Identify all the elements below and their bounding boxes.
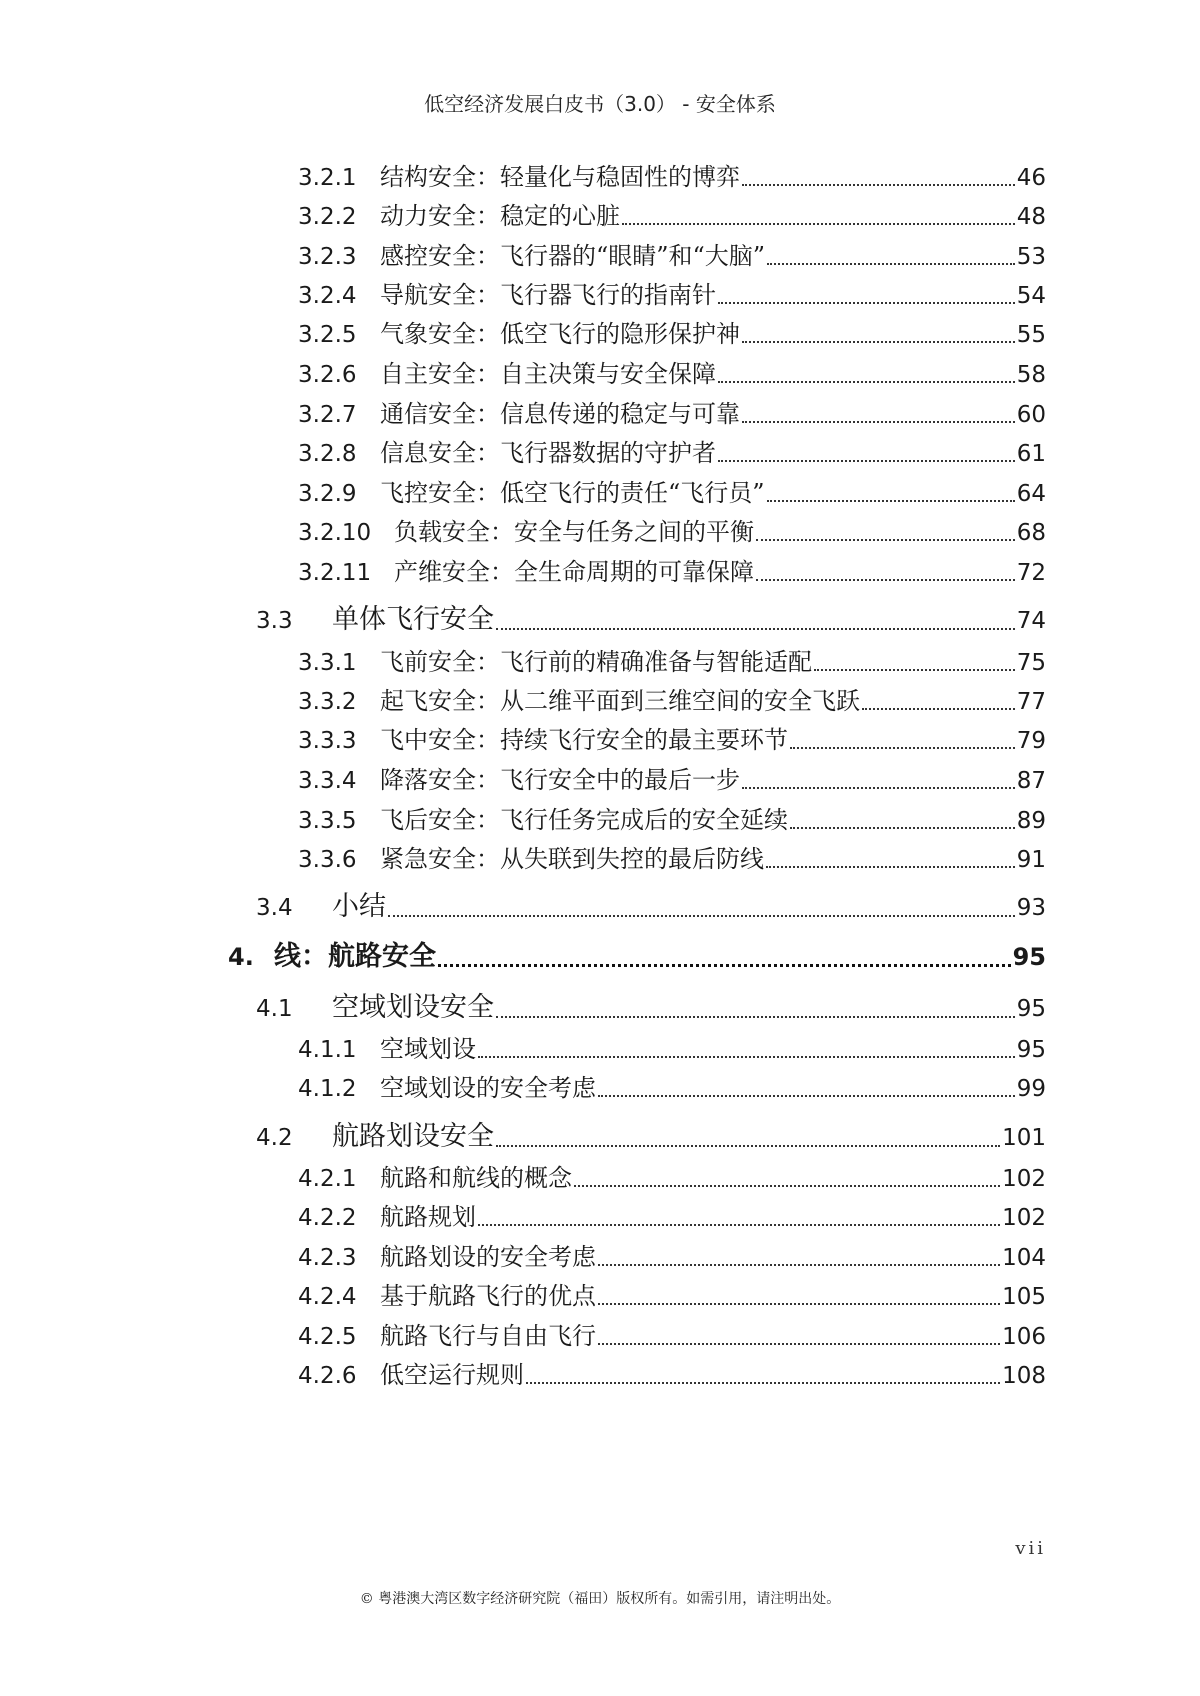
toc-title: 低空运行规则 (380, 1361, 524, 1389)
dot-leader (742, 341, 1015, 343)
toc-title: 小结 (332, 891, 386, 922)
toc-title: 空域划设的安全考虑 (380, 1074, 596, 1102)
toc-page: 99 (1016, 1076, 1046, 1102)
toc-number: 4.2.5 (298, 1324, 357, 1350)
toc-title: 导航安全：飞行器飞行的指南针 (380, 281, 716, 309)
toc-entry-3-2-8[interactable] (298, 433, 1046, 468)
toc-number: 3.2.6 (298, 362, 357, 388)
toc-page: 87 (1016, 768, 1046, 794)
toc-entry-3-3-1[interactable] (298, 642, 1046, 677)
toc-entry-3-2-11[interactable] (298, 552, 1046, 587)
toc-number: 3.2.3 (298, 244, 357, 270)
dot-leader (766, 866, 1015, 868)
toc-number: 4.2.4 (298, 1284, 357, 1310)
toc-number: 3.3.4 (298, 768, 357, 794)
toc-entry-3-3-5[interactable] (298, 800, 1046, 835)
toc-page: 46 (1016, 165, 1046, 191)
toc-page: 104 (1002, 1245, 1046, 1271)
toc-title: 气象安全：低空飞行的隐形保护神 (380, 320, 740, 348)
dot-leader (598, 1095, 1015, 1097)
footer-copyright: © 粤港澳大湾区数字经济研究院（福田）版权所有。如需引用，请注明出处。 (359, 1591, 841, 1607)
toc-number: 3.2.10 (298, 520, 372, 546)
dot-leader (496, 1145, 1000, 1147)
toc-entry-4-1-2[interactable] (298, 1068, 1046, 1103)
toc-page: 61 (1016, 441, 1046, 467)
toc-page: 91 (1016, 847, 1046, 873)
toc-page: 106 (1002, 1324, 1046, 1350)
toc-page: 68 (1016, 520, 1046, 546)
toc-page: 102 (1002, 1166, 1046, 1192)
dot-leader (496, 628, 1015, 630)
toc-number: 4.2.6 (298, 1363, 357, 1389)
toc-title: 产维安全：全生命周期的可靠保障 (394, 558, 754, 586)
toc-title: 感控安全：飞行器的“眼睛”和“大脑” (380, 242, 766, 270)
toc-entry-3-2-10[interactable] (298, 512, 1046, 547)
toc-title: 起飞安全：从二维平面到三维空间的安全飞跃 (380, 687, 860, 715)
toc-title: 负载安全：安全与任务之间的平衡 (394, 518, 754, 546)
toc-page: 55 (1016, 322, 1046, 348)
dot-leader (742, 184, 1015, 186)
toc-number: 3.2.5 (298, 322, 357, 348)
toc-title: 通信安全：信息传递的稳定与可靠 (380, 400, 740, 428)
toc-title: 飞前安全：飞行前的精确准备与智能适配 (380, 648, 812, 676)
toc-entry-3-3[interactable] (256, 597, 1046, 636)
toc-title: 线：航路安全 (274, 941, 436, 972)
page-number: vii (1015, 1538, 1046, 1559)
toc-number: 3.3.5 (298, 808, 357, 834)
dot-leader (574, 1185, 1000, 1187)
toc-number: 3.2.8 (298, 441, 357, 467)
dot-leader (718, 381, 1015, 383)
toc-number: 4.2.1 (298, 1166, 357, 1192)
toc-entry-4-2-5[interactable] (298, 1316, 1046, 1351)
toc-entry-3-3-3[interactable] (298, 720, 1046, 755)
toc-page: 95 (1016, 1037, 1046, 1063)
toc-title: 基于航路飞行的优点 (380, 1282, 596, 1310)
toc-number: 3.2.4 (298, 283, 357, 309)
toc-title: 空域划设安全 (332, 992, 494, 1023)
toc-title: 紧急安全：从失联到失控的最后防线 (380, 845, 764, 873)
toc-entry-3-2-6[interactable] (298, 354, 1046, 389)
toc-entry-4-1-1[interactable] (298, 1029, 1046, 1064)
toc-number: 3.4 (256, 895, 293, 921)
toc-entry-4-2-1[interactable] (298, 1158, 1046, 1193)
dot-leader (496, 1016, 1015, 1018)
dot-leader (598, 1303, 1000, 1305)
toc-number: 3.2.7 (298, 402, 357, 428)
dot-leader (756, 579, 1015, 581)
toc-page: 74 (1016, 608, 1046, 634)
toc-title: 航路划设的安全考虑 (380, 1243, 596, 1271)
dot-leader (526, 1382, 1000, 1384)
toc-page: 108 (1002, 1363, 1046, 1389)
toc-number: 3.2.11 (298, 560, 372, 586)
toc-entry-4-1[interactable] (256, 985, 1046, 1024)
dot-leader (622, 223, 1015, 225)
toc-entry-3-2-1[interactable] (298, 157, 1046, 192)
toc-page: 72 (1016, 560, 1046, 586)
toc-number: 3.3.1 (298, 650, 357, 676)
toc-title: 结构安全：轻量化与稳固性的博弈 (380, 163, 740, 191)
toc-entry-3-2-4[interactable] (298, 275, 1046, 310)
toc-entry-3-2-3[interactable] (298, 236, 1046, 271)
toc-entry-4-2-4[interactable] (298, 1276, 1046, 1311)
dot-leader (718, 460, 1015, 462)
toc-number: 4.1 (256, 996, 293, 1022)
dot-leader (790, 747, 1015, 749)
toc-page: 101 (1002, 1125, 1046, 1151)
toc-title: 动力安全：稳定的心脏 (380, 202, 620, 230)
dot-leader (814, 669, 1015, 671)
dot-leader (478, 1056, 1015, 1058)
toc-entry-3-2-9[interactable] (298, 473, 1046, 508)
dot-leader (790, 827, 1015, 829)
toc-page: 95 (1016, 996, 1046, 1022)
toc-title: 航路规划 (380, 1203, 476, 1231)
toc-entry-3-3-2[interactable] (298, 681, 1046, 716)
dot-leader (598, 1264, 1000, 1266)
toc-number: 3.3.2 (298, 689, 357, 715)
dot-leader (388, 915, 1015, 917)
toc-entry-3-2-7[interactable] (298, 394, 1046, 429)
toc-number: 3.2.1 (298, 165, 357, 191)
toc-number: 3.2.2 (298, 204, 357, 230)
toc-page: 89 (1016, 808, 1046, 834)
toc-entry-4-2-6[interactable] (298, 1355, 1046, 1390)
toc-page: 48 (1016, 204, 1046, 230)
toc-title: 航路划设安全 (332, 1121, 494, 1152)
toc-entry-3-3-4[interactable] (298, 760, 1046, 795)
toc-number: 4.2.2 (298, 1205, 357, 1231)
toc-title: 航路飞行与自由飞行 (380, 1322, 596, 1350)
toc-title: 单体飞行安全 (332, 604, 494, 635)
toc-title: 空域划设 (380, 1035, 476, 1063)
toc-title: 飞控安全：低空飞行的责任“飞行员” (380, 479, 765, 507)
toc-title: 自主安全：自主决策与安全保障 (380, 360, 716, 388)
toc-page: 93 (1016, 895, 1046, 921)
toc-number: 4.1.2 (298, 1076, 357, 1102)
toc-entry-3-4[interactable] (256, 884, 1046, 923)
toc-number: 4.2.3 (298, 1245, 357, 1271)
dot-leader (767, 263, 1015, 265)
toc-page: 95 (1012, 943, 1046, 971)
toc-entry-4-2-2[interactable] (298, 1197, 1046, 1232)
toc-page: 60 (1016, 402, 1046, 428)
toc-page: 75 (1016, 650, 1046, 676)
dot-leader (438, 964, 1011, 967)
dot-leader (862, 708, 1015, 710)
toc-number: 4.2 (256, 1125, 293, 1151)
toc-number: 4. (228, 943, 254, 971)
dot-leader (767, 500, 1015, 502)
toc-number: 4.1.1 (298, 1037, 357, 1063)
toc-title: 飞中安全：持续飞行安全的最主要环节 (380, 726, 788, 754)
toc-title: 航路和航线的概念 (380, 1164, 572, 1192)
toc-entry-4-2-3[interactable] (298, 1237, 1046, 1272)
dot-leader (598, 1343, 1000, 1345)
toc-entry-3-2-2[interactable] (298, 196, 1046, 231)
toc-page: 53 (1016, 244, 1046, 270)
toc-page: 58 (1016, 362, 1046, 388)
dot-leader (478, 1224, 1000, 1226)
toc-page: 102 (1002, 1205, 1046, 1231)
toc-entry-4-2[interactable] (256, 1114, 1046, 1153)
toc-page: 54 (1016, 283, 1046, 309)
toc-page: 64 (1016, 481, 1046, 507)
toc-number: 3.3.3 (298, 728, 357, 754)
page-header: 低空经济发展白皮书（3.0） - 安全体系 (424, 92, 776, 116)
toc-page: 105 (1002, 1284, 1046, 1310)
toc-title: 飞后安全：飞行任务完成后的安全延续 (380, 806, 788, 834)
toc-page: 79 (1016, 728, 1046, 754)
toc-number: 3.3 (256, 608, 293, 634)
toc-number: 3.3.6 (298, 847, 357, 873)
dot-leader (756, 539, 1015, 541)
dot-leader (742, 421, 1015, 423)
toc-number: 3.2.9 (298, 481, 357, 507)
toc-entry-4[interactable] (228, 934, 1046, 973)
dot-leader (718, 302, 1015, 304)
dot-leader (742, 787, 1015, 789)
toc-page: 77 (1016, 689, 1046, 715)
toc-entry-3-2-5[interactable] (298, 314, 1046, 349)
toc-entry-3-3-6[interactable] (298, 839, 1046, 874)
toc-title: 降落安全：飞行安全中的最后一步 (380, 766, 740, 794)
toc-title: 信息安全：飞行器数据的守护者 (380, 439, 716, 467)
